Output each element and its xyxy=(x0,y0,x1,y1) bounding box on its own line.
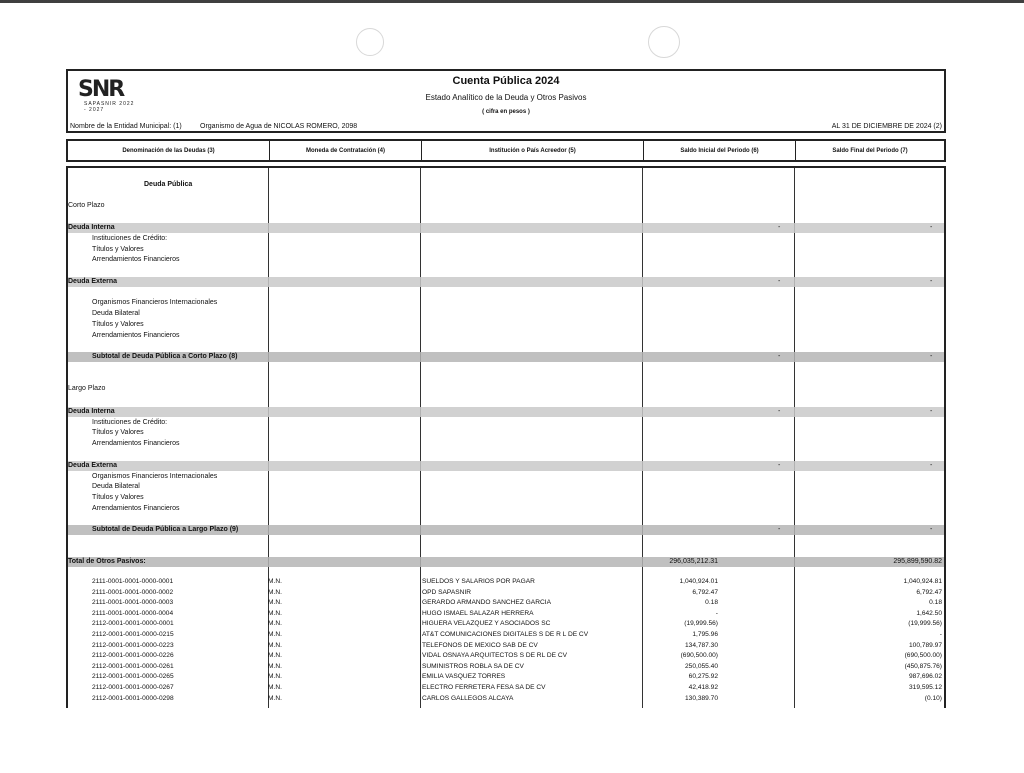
item-deuda-bilateral: Deuda Bilateral xyxy=(92,310,140,317)
saldo-inicial: 1,795.96 xyxy=(692,631,718,638)
account-number: 2112-0001-0001-0000-0001 xyxy=(92,620,174,628)
account-number: 2112-0001-0001-0000-0267 xyxy=(92,684,174,691)
account-number: 2112-0001-0001-0000-0265 xyxy=(92,673,174,681)
report-date: AL 31 DE DICIEMBRE DE 2024 (2) xyxy=(831,123,942,130)
col-denominacion: Denominación de las Deudas (3) xyxy=(68,141,270,160)
account-number: 2111-0001-0001-0000-0001 xyxy=(92,578,174,585)
saldo-inicial: 60,275.92 xyxy=(688,673,718,681)
saldo-inicial: 130,389.70 xyxy=(684,694,718,702)
col-saldo-final: Saldo Final del Periodo (7) xyxy=(832,147,908,154)
dash: - xyxy=(778,462,781,469)
creditor: EMILIA VASQUEZ TORRES xyxy=(422,673,506,681)
creditor: OPD SAPASNIR xyxy=(422,588,471,596)
currency: M.N. xyxy=(268,641,282,649)
currency: M.N. xyxy=(268,578,282,585)
account-number: 2112-0001-0001-0000-0261 xyxy=(92,662,174,670)
dash: - xyxy=(930,408,933,415)
table-row xyxy=(68,695,944,705)
sapasnir-logo: SNR SAPASNIR 2022 - 2027 xyxy=(78,77,135,113)
currency: M.N. xyxy=(268,620,282,628)
creditor: GERARDO ARMANDO SANCHEZ GARCIA xyxy=(422,599,551,607)
currency: M.N. xyxy=(268,588,282,596)
dash: - xyxy=(778,353,781,360)
item-titulos: Títulos y Valores xyxy=(92,429,144,436)
account-number: 2111-0001-0001-0000-0003 xyxy=(92,599,174,607)
creditor: AT&T COMUNICACIONES DIGITALES S DE R L DE CV xyxy=(422,631,589,638)
table-row xyxy=(68,631,944,641)
label-deuda-externa-lp: Deuda Externa xyxy=(68,462,118,469)
label-deuda-externa-cp: Deuda Externa xyxy=(68,278,118,285)
table-row xyxy=(68,578,944,588)
saldo-inicial: 6,792.47 xyxy=(692,588,718,596)
item-arrendamientos: Arrendamientos Financieros xyxy=(92,332,180,339)
dash: - xyxy=(930,353,933,360)
report-subtitle: Estado Analítico de la Deuda y Otros Pasivos xyxy=(425,93,587,102)
saldo-inicial: (19,999.56) xyxy=(684,620,718,628)
item-arrendamientos: Arrendamientos Financieros xyxy=(92,505,180,512)
account-number: 2111-0001-0001-0000-0002 xyxy=(92,588,174,596)
report-units: ( cifra en pesos ) xyxy=(482,109,530,115)
total-saldo-inicial: 296,035,212.31 xyxy=(669,558,718,565)
punch-hole-right xyxy=(648,26,680,58)
saldo-inicial: 0.18 xyxy=(705,599,718,607)
currency: M.N. xyxy=(268,673,282,681)
creditor: TELEFONOS DE MEXICO SAB DE CV xyxy=(422,641,538,649)
table-row xyxy=(68,599,944,609)
item-titulos: Títulos y Valores xyxy=(92,494,144,501)
col-moneda: Moneda de Contratación (4) xyxy=(270,141,422,160)
saldo-final: (19,999.56) xyxy=(908,620,942,628)
item-org-fin: Organismos Financieros Internacionales xyxy=(92,473,218,480)
item-arrendamientos: Arrendamientos Financieros xyxy=(92,256,180,263)
band-deuda-externa-lp xyxy=(68,461,944,471)
currency: M.N. xyxy=(268,631,282,638)
saldo-final: 987,696.02 xyxy=(908,673,942,681)
report-body xyxy=(66,166,946,708)
item-titulos: Títulos y Valores xyxy=(92,246,144,253)
dash: - xyxy=(778,278,781,285)
saldo-final: 1,040,924.81 xyxy=(903,578,942,585)
account-number: 2111-0001-0001-0000-0004 xyxy=(92,609,174,617)
creditor: SUMINISTROS ROBLA SA DE CV xyxy=(422,662,524,670)
currency: M.N. xyxy=(268,694,282,702)
label-subtotal-cp: Subtotal de Deuda Pública a Corto Plazo (8) xyxy=(92,353,238,360)
section-largo-plazo: Largo Plazo xyxy=(68,385,106,392)
saldo-inicial: 250,055.40 xyxy=(684,662,718,670)
table-row xyxy=(68,589,944,599)
table-row xyxy=(68,663,944,673)
col-institucion: Institución o País Acreedor (5) xyxy=(422,141,644,160)
dash: - xyxy=(930,462,933,469)
band-deuda-externa-cp xyxy=(68,277,944,287)
creditor: HIGUERA VELAZQUEZ Y ASOCIADOS SC xyxy=(422,620,551,628)
currency: M.N. xyxy=(268,599,282,607)
saldo-final: (450,875.76) xyxy=(904,662,942,670)
punch-hole-left xyxy=(356,28,384,56)
table-row xyxy=(68,673,944,683)
dash: - xyxy=(778,526,781,533)
saldo-inicial: 1,040,924.01 xyxy=(679,578,718,585)
label-deuda-interna-cp: Deuda Interna xyxy=(68,224,115,231)
item-deuda-bilateral: Deuda Bilateral xyxy=(92,483,140,490)
column-headers xyxy=(66,139,946,162)
creditor: ELECTRO FERRETERA FESA SA DE CV xyxy=(422,684,546,691)
entity-label: Nombre de la Entidad Municipal: (1) xyxy=(70,123,182,130)
saldo-inicial: - xyxy=(715,609,718,617)
band-deuda-interna-cp xyxy=(68,223,944,233)
section-deuda-publica: Deuda Pública xyxy=(144,181,193,188)
currency: M.N. xyxy=(268,662,282,670)
account-number: 2112-0001-0001-0000-0215 xyxy=(92,631,174,638)
creditor: SUELDOS Y SALARIOS POR PAGAR xyxy=(422,578,535,585)
table-row xyxy=(68,684,944,694)
account-number: 2112-0001-0001-0000-0226 xyxy=(92,652,174,660)
dash: - xyxy=(930,526,933,533)
item-arrendamientos: Arrendamientos Financieros xyxy=(92,440,180,447)
currency: M.N. xyxy=(268,652,282,660)
item-inst-credito: Instituciones de Crédito: xyxy=(92,419,168,426)
table-row xyxy=(68,610,944,620)
saldo-final: 319,595.12 xyxy=(908,684,942,691)
item-inst-credito: Instituciones de Crédito: xyxy=(92,235,168,242)
label-subtotal-lp: Subtotal de Deuda Pública a Largo Plazo (9) xyxy=(92,526,239,533)
band-deuda-interna-lp xyxy=(68,407,944,417)
entity-name: Organismo de Agua de NICOLAS ROMERO, 2098 xyxy=(200,123,358,130)
saldo-final: (690,500.00) xyxy=(904,652,942,660)
saldo-final: 6,792.47 xyxy=(916,588,942,596)
dash: - xyxy=(930,224,933,231)
band-total-otros xyxy=(68,557,944,567)
report-header xyxy=(66,69,946,133)
label-deuda-interna-lp: Deuda Interna xyxy=(68,408,115,415)
dash: - xyxy=(930,278,933,285)
table-row xyxy=(68,620,944,630)
currency: M.N. xyxy=(268,684,282,691)
item-org-fin: Organismos Financieros Internacionales xyxy=(92,299,218,306)
dash: - xyxy=(778,408,781,415)
saldo-final: - xyxy=(939,631,942,638)
table-row xyxy=(68,642,944,652)
saldo-inicial: (690,500.00) xyxy=(680,652,718,660)
label-total-otros: Total de Otros Pasivos: xyxy=(68,558,146,565)
saldo-final: 0.18 xyxy=(929,599,942,607)
account-number: 2112-0001-0001-0000-0223 xyxy=(92,641,174,649)
section-corto-plazo: Corto Plazo xyxy=(68,202,105,209)
saldo-final: 100,789.97 xyxy=(908,641,942,649)
total-saldo-final: 295,899,590.82 xyxy=(893,558,942,565)
dash: - xyxy=(778,224,781,231)
report-title: Cuenta Pública 2024 xyxy=(452,75,560,87)
creditor: CARLOS GALLEGOS ALCAYA xyxy=(422,694,514,702)
creditor: HUGO ISMAEL SALAZAR HERRERA xyxy=(422,609,534,617)
creditor: VIDAL OSNAYA ARQUITECTOS S DE RL DE CV xyxy=(422,652,567,660)
saldo-final: (0.10) xyxy=(924,694,942,702)
item-titulos: Títulos y Valores xyxy=(92,321,144,328)
table-row xyxy=(68,652,944,662)
scan-edge xyxy=(0,0,1024,10)
saldo-inicial: 42,418.92 xyxy=(688,684,718,691)
col-saldo-inicial: Saldo Inicial del Periodo (6) xyxy=(644,141,796,160)
currency: M.N. xyxy=(268,609,282,617)
account-number: 2112-0001-0001-0000-0298 xyxy=(92,694,174,702)
saldo-final: 1,642.50 xyxy=(916,609,942,617)
saldo-inicial: 134,787.30 xyxy=(684,641,718,649)
